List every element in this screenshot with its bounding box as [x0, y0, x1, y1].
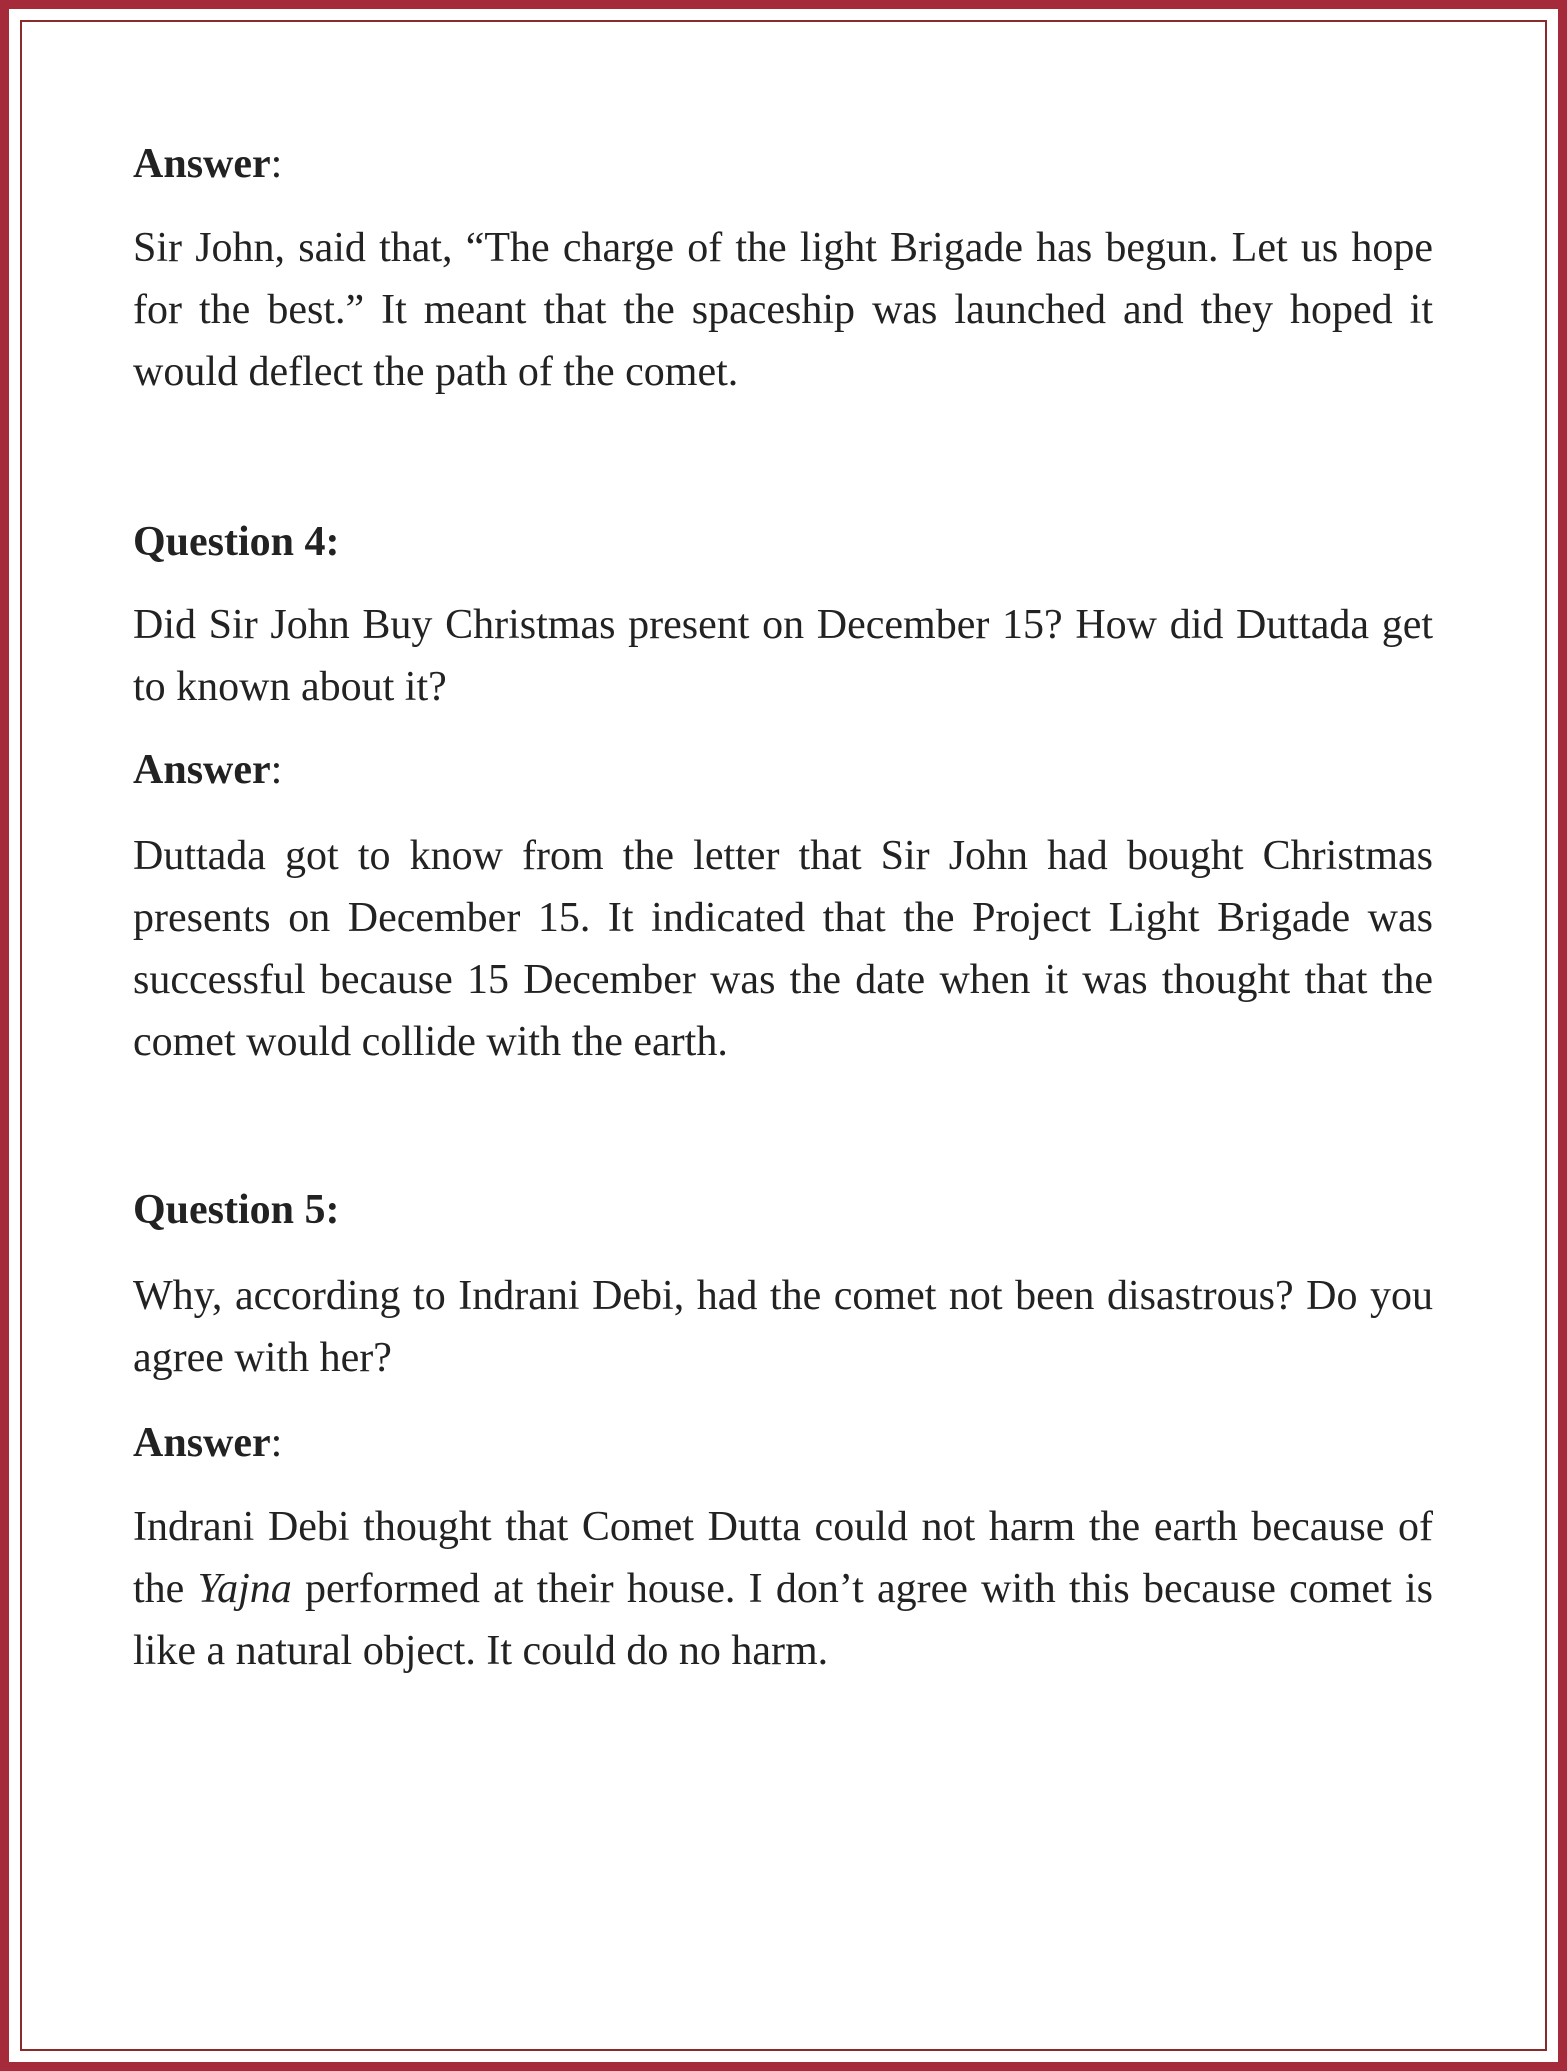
answer-heading-5 — [133, 1412, 1433, 1474]
answer-5-text — [133, 1496, 1433, 1682]
answer-5-part2: performed at their house. I don’t agree with this because comet is like a natural object. It could do no harm. — [133, 1566, 1433, 1674]
answer-5-italic: Yajna — [197, 1566, 292, 1612]
colon: : — [270, 1420, 283, 1466]
answer-label: Answer — [133, 747, 271, 793]
answer-4-text: Duttada got to know from the letter that Sir John had bought Christmas presents on December 15. It indicated that the Project Light Brigade was successful because 15 December was the date when it was thought that the comet would collide with the earth. — [133, 833, 1433, 1065]
colon: : — [270, 747, 283, 793]
question-5-text: Why, according to Indrani Debi, had the comet not been disastrous? Do you agree with her? — [133, 1273, 1433, 1381]
question-5-heading: Question 5: — [133, 1187, 340, 1233]
colon: : — [270, 141, 283, 187]
question-4-heading: Question 4: — [133, 519, 340, 565]
answer-label: Answer — [133, 1420, 271, 1466]
answer-heading-3 — [133, 133, 1433, 195]
answer-3-text: Sir John, said that, “The charge of the light Brigade has begun. Let us hope for the best.” It meant that the spaceship was launched and they hoped it would deflect the path of the comet. — [133, 225, 1433, 395]
answer-label: Answer — [133, 141, 271, 187]
answer-5-part1: Indrani Debi thought that Comet Dutta could not harm the earth because of the — [133, 1504, 1433, 1612]
answer-heading-4 — [133, 739, 1433, 801]
question-4-text: Did Sir John Buy Christmas present on December 15? How did Duttada get to known about it? — [133, 602, 1433, 710]
